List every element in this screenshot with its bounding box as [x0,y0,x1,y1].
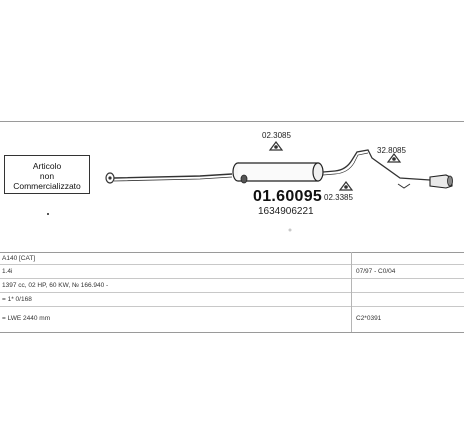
note-line: non [39,171,55,181]
vehicle-model: A140 [CAT] [2,255,36,262]
hanger-clamp-top [270,142,282,150]
note-line: Articolo [32,161,62,171]
rear-bracket [398,184,410,188]
wheelbase: = LWE 2440 mm [2,315,51,322]
part-code-clamp-top[interactable]: 02.3085 [262,131,291,140]
hanger-clamp-mid [340,182,352,190]
spec-note: = 1* 0/168 [2,296,32,303]
tail-pipe [430,175,453,188]
production-period: 07/97 - C0/04 [356,268,396,275]
front-flange [106,173,114,183]
hanger-clamp-right [388,154,400,162]
middle-silencer [233,163,323,183]
reference-code: C2*0391 [356,315,382,322]
part-code-clamp-right[interactable]: 32.8085 [377,146,406,155]
engine-type: 1.4i [2,268,13,275]
reference-mark [289,229,292,232]
main-part-code[interactable]: 01.60095 [253,188,323,205]
engine-spec: 1397 cc, 02 HP, 60 KW, № 166.940 - [2,282,109,289]
note-marker [47,213,49,215]
not-sold-note [4,155,90,194]
front-pipe [114,174,232,178]
note-line: Commercializzato [13,181,81,191]
oe-number: 1634906221 [258,206,314,217]
part-code-clamp-mid[interactable]: 02.3385 [324,193,353,202]
